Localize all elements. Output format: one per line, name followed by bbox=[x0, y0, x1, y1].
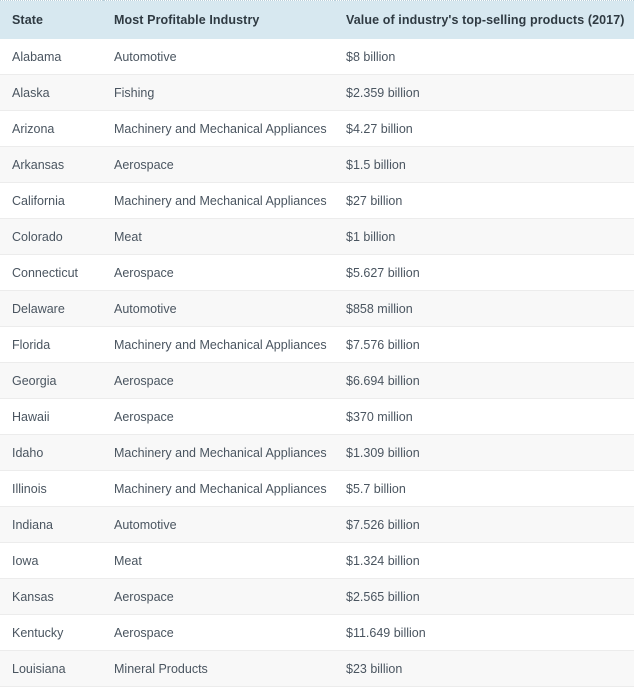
table-row bbox=[0, 183, 634, 219]
table-header-row bbox=[0, 1, 634, 40]
cell-value: $2.359 billion bbox=[335, 75, 634, 111]
cell-state: Florida bbox=[0, 327, 103, 363]
table-row bbox=[0, 75, 634, 111]
cell-industry: Aerospace bbox=[103, 255, 335, 291]
table-row bbox=[0, 363, 634, 399]
cell-value: $23 billion bbox=[335, 651, 634, 687]
column-header-value[interactable]: Value of industry's top-selling products (2017) bbox=[335, 1, 634, 40]
table-header bbox=[0, 1, 634, 40]
table-row bbox=[0, 615, 634, 651]
cell-industry: Meat bbox=[103, 219, 335, 255]
cell-value: $6.694 billion bbox=[335, 363, 634, 399]
table-row bbox=[0, 471, 634, 507]
cell-value: $2.565 billion bbox=[335, 579, 634, 615]
table-row bbox=[0, 543, 634, 579]
table-row bbox=[0, 579, 634, 615]
cell-industry: Automotive bbox=[103, 39, 335, 75]
table-row bbox=[0, 147, 634, 183]
cell-state: Arkansas bbox=[0, 147, 103, 183]
table-row bbox=[0, 507, 634, 543]
column-header-state[interactable]: State bbox=[0, 1, 103, 40]
cell-state: Kansas bbox=[0, 579, 103, 615]
cell-state: Alaska bbox=[0, 75, 103, 111]
cell-value: $5.627 billion bbox=[335, 255, 634, 291]
cell-industry: Automotive bbox=[103, 291, 335, 327]
cell-value: $27 billion bbox=[335, 183, 634, 219]
cell-state: Alabama bbox=[0, 39, 103, 75]
table-row bbox=[0, 399, 634, 435]
cell-state: Colorado bbox=[0, 219, 103, 255]
cell-industry: Aerospace bbox=[103, 363, 335, 399]
cell-value: $1.5 billion bbox=[335, 147, 634, 183]
table-body bbox=[0, 39, 634, 687]
cell-state: Illinois bbox=[0, 471, 103, 507]
cell-value: $5.7 billion bbox=[335, 471, 634, 507]
cell-value: $858 million bbox=[335, 291, 634, 327]
cell-state: Delaware bbox=[0, 291, 103, 327]
cell-state: Indiana bbox=[0, 507, 103, 543]
cell-state: Hawaii bbox=[0, 399, 103, 435]
table-row bbox=[0, 111, 634, 147]
cell-industry: Meat bbox=[103, 543, 335, 579]
cell-industry: Aerospace bbox=[103, 147, 335, 183]
cell-industry: Fishing bbox=[103, 75, 335, 111]
cell-state: Georgia bbox=[0, 363, 103, 399]
cell-state: Louisiana bbox=[0, 651, 103, 687]
cell-state: California bbox=[0, 183, 103, 219]
cell-value: $1.324 billion bbox=[335, 543, 634, 579]
cell-state: Connecticut bbox=[0, 255, 103, 291]
cell-industry: Aerospace bbox=[103, 615, 335, 651]
cell-state: Idaho bbox=[0, 435, 103, 471]
cell-industry: Aerospace bbox=[103, 399, 335, 435]
cell-value: $7.526 billion bbox=[335, 507, 634, 543]
cell-value: $8 billion bbox=[335, 39, 634, 75]
cell-state: Kentucky bbox=[0, 615, 103, 651]
cell-value: $4.27 billion bbox=[335, 111, 634, 147]
cell-value: $1 billion bbox=[335, 219, 634, 255]
cell-value: $370 million bbox=[335, 399, 634, 435]
table-row bbox=[0, 219, 634, 255]
table-row bbox=[0, 255, 634, 291]
table-row bbox=[0, 435, 634, 471]
cell-value: $11.649 billion bbox=[335, 615, 634, 651]
table-row bbox=[0, 39, 634, 75]
cell-industry: Automotive bbox=[103, 507, 335, 543]
cell-industry: Mineral Products bbox=[103, 651, 335, 687]
cell-value: $1.309 billion bbox=[335, 435, 634, 471]
cell-state: Arizona bbox=[0, 111, 103, 147]
cell-industry: Machinery and Mechanical Appliances bbox=[103, 471, 335, 507]
cell-industry: Aerospace bbox=[103, 579, 335, 615]
column-header-industry[interactable]: Most Profitable Industry bbox=[103, 1, 335, 40]
cell-industry: Machinery and Mechanical Appliances bbox=[103, 435, 335, 471]
cell-state: Iowa bbox=[0, 543, 103, 579]
cell-industry: Machinery and Mechanical Appliances bbox=[103, 183, 335, 219]
table-row bbox=[0, 291, 634, 327]
table-row bbox=[0, 651, 634, 687]
cell-industry: Machinery and Mechanical Appliances bbox=[103, 327, 335, 363]
cell-industry: Machinery and Mechanical Appliances bbox=[103, 111, 335, 147]
table-row bbox=[0, 327, 634, 363]
cell-value: $7.576 billion bbox=[335, 327, 634, 363]
